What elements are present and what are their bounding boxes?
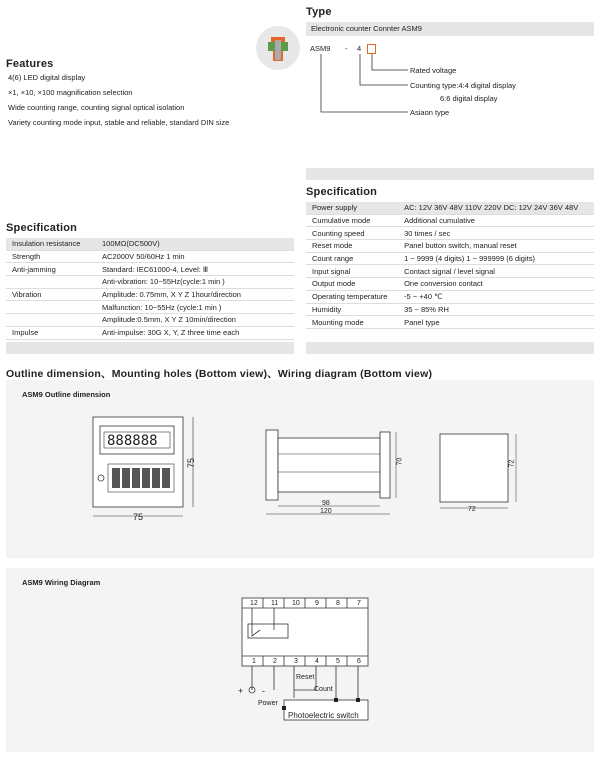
count-label: Count [314,686,333,693]
table-row [306,316,594,329]
spec-val: 35 ~ 85% RH [398,303,594,316]
table-row [306,265,594,278]
spec-key: Vibration [6,288,96,301]
features-title: Features [6,58,54,70]
spec-val: Malfunction: 10~55Hz (cycle:1 min ) [96,301,294,314]
type-callout-lines [300,50,420,122]
spec-val: Anti-impulse: 30G X, Y, Z three time each [96,326,294,339]
table-row [306,214,594,227]
spec-val: Standard: IEC61000-4, Level: Ⅲ [96,263,294,276]
terminal-11: 11 [271,600,279,607]
table-row [306,202,594,214]
spec-left-table [6,238,294,352]
spec-key: Counting speed [306,227,398,240]
table-row [6,250,294,263]
outline-sub: ASM9 Outline dimension [22,390,111,399]
dim-d98: 98 [322,500,330,507]
terminal-6: 6 [357,658,361,665]
features-list [8,70,229,130]
spec-key: Operating temperature [306,290,398,303]
bottom-view-drawing [436,430,526,514]
table-row [6,288,294,301]
table-row [6,276,294,289]
type-label-asiaon: Asiaon type [410,108,450,117]
spec-val: 1 ~ 9999 (4 digits) 1 ~ 999999 (6 digits) [398,252,594,265]
feature-item: ×1, ×10, ×100 magnification selection [8,88,133,97]
spec-key: Mounting mode [306,316,398,329]
type-four: 4 [357,44,362,53]
minus-sign: - [262,686,265,696]
type-label-count6: 6:6 digital display [440,94,498,103]
spec-key [6,301,96,314]
spec-val: Contact signal / level signal [398,265,594,278]
dim-w75: 75 [133,512,144,522]
terminal-3: 3 [294,658,298,665]
power-label: Power [258,700,278,707]
type-label-count: Counting type:4:4 digital display [410,81,516,90]
type-code: ASM9 [310,44,331,53]
spec-key: Reset mode [306,240,398,253]
spec-val: -5 ~ +40 ℃ [398,290,594,303]
terminal-1: 1 [252,658,256,665]
table-row [306,290,594,303]
table-row [306,278,594,291]
spec-left-title: Specification [6,222,78,234]
spec-key: Cumulative mode [306,214,398,227]
spec-key: Impulse [6,326,96,339]
terminal-8: 8 [336,600,340,607]
terminal-7: 7 [357,600,361,607]
divider-band-right [306,168,594,180]
feature-item: Variety counting mode input, stable and reliable, standard DIN size [8,118,230,127]
terminal-2: 2 [273,658,277,665]
svg-text:888888: 888888 [107,433,158,449]
table-row [6,314,294,327]
table-row [306,240,594,253]
terminal-10: 10 [292,600,300,607]
spec-val: Amplitude: 0.75mm, X Y Z 1hour/direction [96,288,294,301]
dim-d120: 120 [320,508,332,515]
spec-val: Panel button switch, manual reset [398,240,594,253]
terminal-12: 12 [250,600,258,607]
spec-key: Insulation resistance [6,238,96,250]
type-header-text: Electronic counter Connter ASM9 [311,24,422,33]
spec-right-title: Specification [306,186,378,198]
product-icon [254,24,302,72]
table-row [306,227,594,240]
spec-val: 30 times / sec [398,227,594,240]
dim-h75: 75 [186,457,197,469]
table-row [6,301,294,314]
spec-key: Anti-jamming [6,263,96,276]
type-title: Type [306,6,332,18]
spec-key: Input signal [306,265,398,278]
side-view-drawing [262,424,402,520]
terminal-4: 4 [315,658,319,665]
spec-val: AC2000V 50/60Hz 1 min [96,250,294,263]
table-row [6,238,294,250]
spec-val: AC: 12V 36V 48V 110V 220V DC: 12V 24V 36V 48V [398,202,594,214]
type-header-band [306,22,594,36]
table-row [306,303,594,316]
spec-right-table-wrap [306,202,594,329]
table-row [6,263,294,276]
spec-val: Anti-vibration: 10~55Hz(cycle:1 min ) [96,276,294,289]
spec-val: 100MΩ(DC500V) [96,238,294,250]
spec-key [6,276,96,289]
reset-label: Reset [296,674,315,681]
spec-left-bottom-band [6,342,294,354]
table-row [306,252,594,265]
spec-left-table-wrap [6,238,294,352]
spec-val: Amplitude:0.5mm, X Y Z 10min/direction [96,314,294,327]
outline-title: Outline dimension、Mounting holes (Bottom view)、Wiring diagram (Bottom view) [6,368,433,380]
terminal-5: 5 [336,658,340,665]
terminal-9: 9 [315,600,319,607]
type-label-voltage: Rated voltage [410,66,457,75]
spec-key: Power supply [306,202,398,214]
wiring-sub: ASM9 Wiring Diagram [22,578,101,587]
spec-right-table [306,202,594,329]
dim-w72: 72 [468,506,476,513]
spec-val: Additional cumulative [398,214,594,227]
feature-item: Wide counting range, counting signal optical isolation [8,103,185,112]
spec-val: One conversion contact [398,278,594,291]
spec-val: Panel type [398,316,594,329]
spec-key: Output mode [306,278,398,291]
spec-key [6,314,96,327]
spec-key: Count range [306,252,398,265]
spec-right-bottom-band [306,342,594,354]
photoelectric-label: Photoelectric switch [288,711,359,720]
spec-key: Humidity [306,303,398,316]
table-row [6,326,294,339]
dim-h72: 72 [508,459,516,468]
dim-d70: 70 [396,457,404,466]
feature-item: 4(6) LED digital display [8,73,86,82]
plus-sign: + [238,686,244,696]
type-dash: - [345,44,348,53]
spec-key: Strength [6,250,96,263]
